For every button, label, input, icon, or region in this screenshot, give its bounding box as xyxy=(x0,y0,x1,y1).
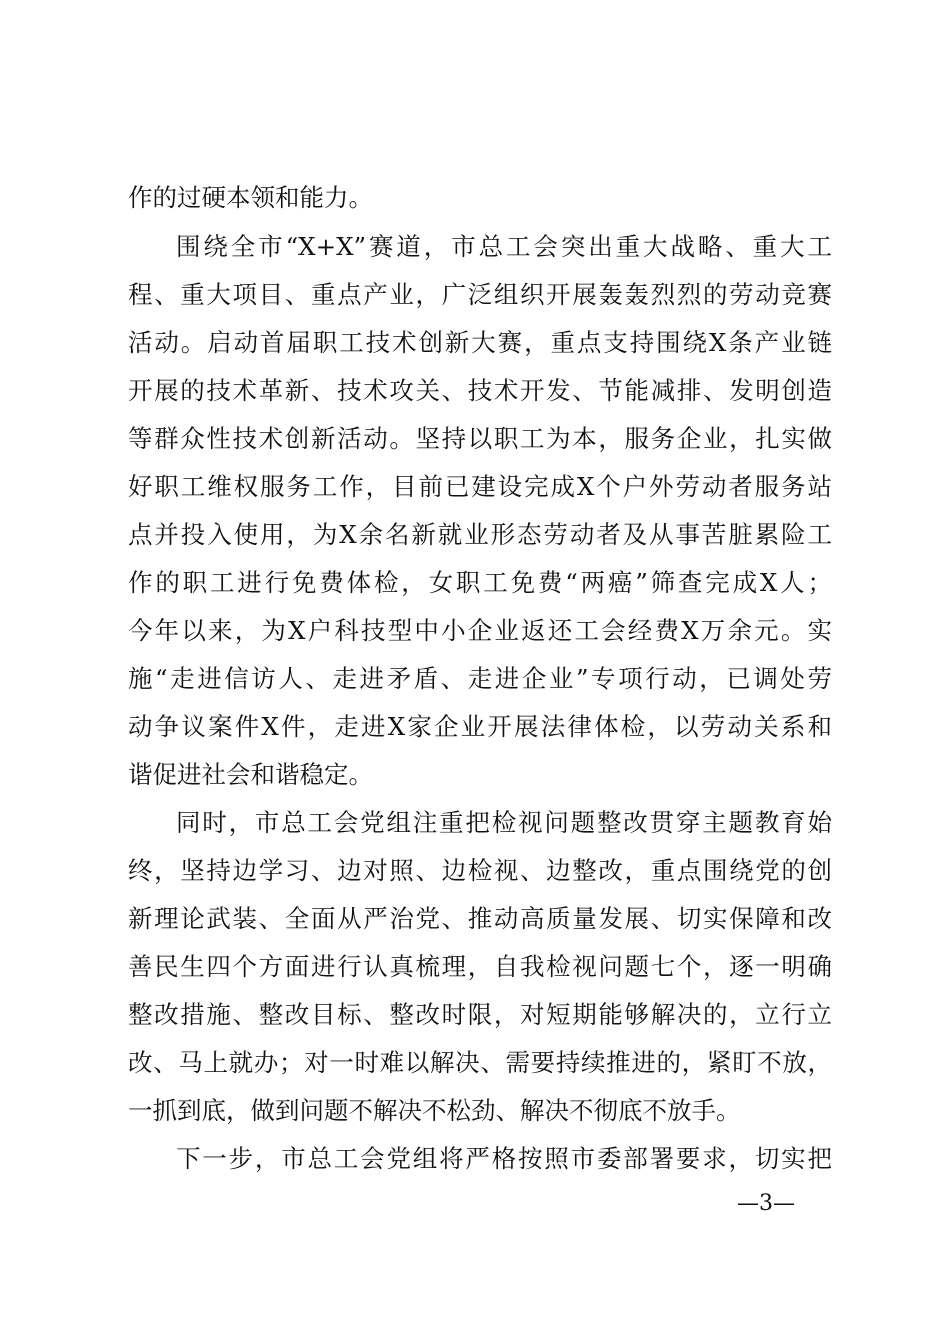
paragraph-x-x-track-line-7: 点并投入使用，为X余名新就业形态劳动者及从事苦脏累险工 xyxy=(128,520,832,549)
paragraph-x-x-track-line-9: 今年以来，为X户科技型中小企业返还工会经费X万余元。实 xyxy=(128,616,832,645)
paragraph-meanwhile-line-4: 善民生四个方面进行认真梳理，自我检视问题七个，逐一明确 xyxy=(128,952,832,981)
paragraph-x-x-track-line-5: 等群众性技术创新活动。坚持以职工为本，服务企业，扎实做 xyxy=(128,424,832,453)
text-line-1: 作的过硬本领和能力。 xyxy=(128,183,373,212)
paragraph-next-step-line-1: 下一步，市总工会党组将严格按照市委部署要求，切实把 xyxy=(176,1144,832,1173)
paragraph-x-x-track-line-4: 开展的技术革新、技术攻关、技术开发、节能减排、发明创造 xyxy=(128,376,832,405)
paragraph-meanwhile-line-3: 新理论武装、全面从严治党、推动高质量发展、切实保障和改 xyxy=(128,904,832,933)
paragraph-x-x-track-line-10: 施“走进信访人、走进矛盾、走进企业”专项行动，已调处劳 xyxy=(128,664,832,693)
paragraph-meanwhile-line-6: 改、马上就办；对一时难以解决、需要持续推进的，紧盯不放， xyxy=(128,1048,832,1077)
paragraph-x-x-track-line-3: 活动。启动首届职工技术创新大赛，重点支持围绕X条产业链 xyxy=(128,328,832,357)
paragraph-x-x-track-line-1: 围绕全市“X+X”赛道，市总工会突出重大战略、重大工 xyxy=(176,232,832,261)
paragraph-x-x-track-line-12: 谐促进社会和谐稳定。 xyxy=(128,760,373,789)
paragraph-x-x-track-line-11: 动争议案件X件，走进X家企业开展法律体检，以劳动关系和 xyxy=(128,712,832,741)
paragraph-meanwhile-line-7: 一抓到底，做到问题不解决不松劲、解决不彻底不放手。 xyxy=(128,1096,741,1125)
paragraph-x-x-track-line-6: 好职工维权服务工作，目前已建设完成X个户外劳动者服务站 xyxy=(128,472,832,501)
paragraph-x-x-track-line-8: 作的职工进行免费体检，女职工免费“两癌”筛查完成X人； xyxy=(128,568,832,597)
paragraph-meanwhile-line-1: 同时，市总工会党组注重把检视问题整改贯穿主题教育始 xyxy=(176,808,832,837)
paragraph-meanwhile-line-2: 终，坚持边学习、边对照、边检视、边整改，重点围绕党的创 xyxy=(128,856,832,885)
paragraph-meanwhile-line-5: 整改措施、整改目标、整改时限，对短期能够解决的，立行立 xyxy=(128,1000,832,1029)
paragraph-x-x-track-line-2: 程、重大项目、重点产业，广泛组织开展轰轰烈烈的劳动竞赛 xyxy=(128,280,832,309)
page-number: —3— xyxy=(737,1191,795,1216)
